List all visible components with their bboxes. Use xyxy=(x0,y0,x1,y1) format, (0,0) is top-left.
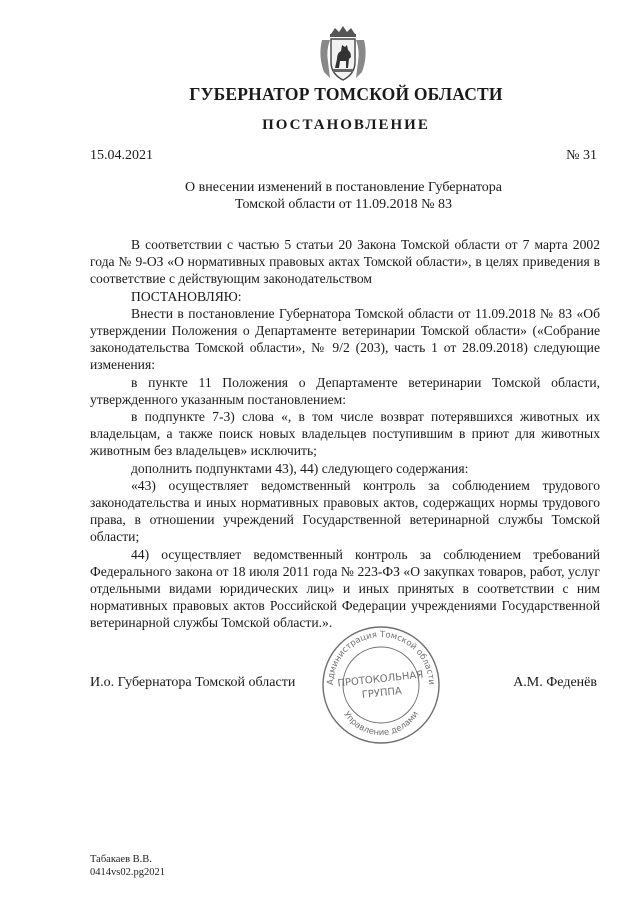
stamp-center-line: ГРУППА xyxy=(361,685,403,702)
coat-of-arms-icon xyxy=(318,26,368,82)
stamp-center-line: ПРОТОКОЛЬНАЯ xyxy=(337,669,424,690)
official-stamp xyxy=(316,620,446,750)
executor-block xyxy=(90,853,165,879)
document-code: 0414vs02.pg2021 xyxy=(90,867,165,878)
document-date: 15.04.2021 xyxy=(90,148,153,163)
body-paragraph: В соответствии с частью 5 статьи 20 Закона Томской области от 7 марта 2002 года № 9-ОЗ «О нормативных правовых актах Томской области», в целях приведения в соответствие с действующим законодательством xyxy=(90,237,600,287)
document-number: № 31 xyxy=(566,148,597,163)
body-paragraph: в пункте 11 Положения о Департаменте ветеринарии Томской области, утвержденного указанным постановлением: xyxy=(90,374,600,407)
signer-position: И.о. Губернатора Томской области xyxy=(90,675,296,690)
executor-name: Табакаев В.В. xyxy=(90,854,152,865)
authority-title: ГУБЕРНАТОР ТОМСКОЙ ОБЛАСТИ xyxy=(189,84,503,104)
signer-name: А.М. Феденёв xyxy=(513,675,597,690)
document-subject xyxy=(90,179,597,213)
body-paragraph: в подпункте 7-3) слова «, в том числе возврат потерявшихся животных их владельцам, а также поиск новых владельцев поступившим в приют для животных животным без владельцев» исключить; xyxy=(90,409,600,459)
body-paragraph: «43) осуществляет ведомственный контроль за соблюдением трудового законодательства и иных нормативных правовых актов, содержащих нормы трудового права, в отношении учреждений Государственной ветеринарной службы Томской области; xyxy=(90,477,600,545)
stamp-ring-text: Администрация Томской области xyxy=(325,629,437,686)
document-body xyxy=(90,236,600,632)
body-paragraph: дополнить подпунктами 43), 44) следующего содержания: xyxy=(131,460,469,476)
subject-line: Томской области от 11.09.2018 № 83 xyxy=(235,197,452,212)
decree-keyword: ПОСТАНОВЛЯЮ: xyxy=(131,288,242,304)
document-type: ПОСТАНОВЛЕНИЕ xyxy=(262,117,430,133)
body-paragraph: Внести в постановление Губернатора Томской области от 11.09.2018 № 83 «Об утверждении Положения о Департаменте ветеринарии Томской области» («Собрание законодательства Томской области», № 9/2 (203), часть 1 от 28.09.2018) следующие изменения: xyxy=(90,305,600,373)
stamp-ring-bottom: Управление делами xyxy=(341,709,421,739)
body-paragraph: 44) осуществляет ведомственный контроль за соблюдением требований Федерального закона от 18 июля 2011 года № 223-ФЗ «О закупках товаров, работ, услуг отдельными видами юридических лиц» и иных принятых в соответствии с ним нормативных правовых актов Российской Федерации учреждениями Государственной ветеринарной службы Томской области.». xyxy=(90,546,600,631)
subject-line: О внесении изменений в постановление Губернатора xyxy=(185,180,502,195)
